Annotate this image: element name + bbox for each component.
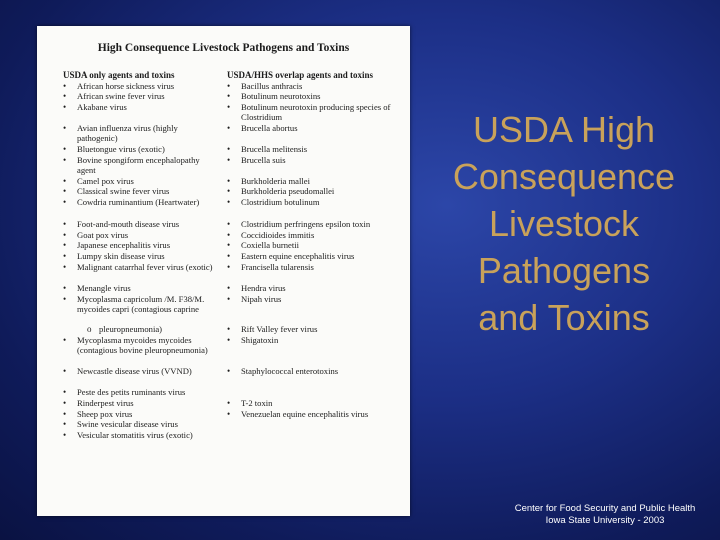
slide-title-line: USDA High <box>472 109 656 150</box>
list-item: • Rinderpest virus <box>63 399 213 409</box>
list-item: • Brucella melitensis <box>227 145 395 155</box>
list-item: • Botulinum neurotoxin producing species of Clostridium <box>227 103 395 122</box>
list-item: • Francisella tularensis <box>227 263 395 273</box>
list-item: • African horse sickness virus <box>63 82 213 92</box>
list-item: • Camel pox virus <box>63 177 213 187</box>
list-item: • Clostridium botulinum <box>227 198 395 208</box>
list-item: • Foot-and-mouth disease virus <box>63 220 213 230</box>
list-item: • African swine fever virus <box>63 92 213 102</box>
list-item: • T-2 toxin <box>227 399 395 409</box>
document-title: High Consequence Livestock Pathogens and Toxins <box>97 42 350 54</box>
list-item: • Staphylococcal enterotoxins <box>227 367 395 377</box>
slide-title-line: Consequence <box>452 156 676 197</box>
footer <box>490 503 720 527</box>
list-item: • Brucella abortus <box>227 124 395 134</box>
slide-title-line: and Toxins <box>478 297 650 338</box>
slide-title-line: Pathogens <box>477 250 651 291</box>
usda-hhs-overlap-column <box>227 70 395 419</box>
list-item: • Brucella suis <box>227 156 395 166</box>
footer-line: Iowa State University - 2003 <box>545 515 665 526</box>
list-item: • Malignant catarrhal fever virus (exotic) <box>63 263 213 273</box>
list-item: • Avian influenza virus (highly pathogenic) <box>63 124 213 143</box>
sub-list-item: o pleuropneumonia) <box>63 325 213 335</box>
list-item: • Sheep pox virus <box>63 410 213 420</box>
list-item: • Burkholderia mallei <box>227 177 395 187</box>
list-item: • Bluetongue virus (exotic) <box>63 145 213 155</box>
list-item: • Bacillus anthracis <box>227 82 395 92</box>
list-item: • Bovine spongiform encephalopathy agent <box>63 156 213 175</box>
slide-title <box>414 106 714 341</box>
list-item: • Classical swine fever virus <box>63 187 213 197</box>
usda-only-heading: USDA only agents and toxins <box>63 70 175 80</box>
list-item: • Coccidioides immitis <box>227 231 395 241</box>
list-item: • Burkholderia pseudomallei <box>227 187 395 197</box>
list-item: • Shigatoxin <box>227 336 395 346</box>
list-item: • Newcastle disease virus (VVND) <box>63 367 213 377</box>
list-item: • Lumpy skin disease virus <box>63 252 213 262</box>
list-item: • Venezuelan equine encephalitis virus <box>227 410 395 420</box>
document-image <box>37 26 410 516</box>
usda-hhs-heading: USDA/HHS overlap agents and toxins <box>227 70 374 80</box>
list-item: • Akabane virus <box>63 103 213 113</box>
list-item: • Menangle virus <box>63 284 213 294</box>
list-item: • Clostridium perfringens epsilon toxin <box>227 220 395 230</box>
list-item: • Cowdria ruminantium (Heartwater) <box>63 198 213 208</box>
list-item: • Swine vesicular disease virus <box>63 420 213 430</box>
list-item: • Peste des petits ruminants virus <box>63 388 213 398</box>
list-item: • Mycoplasma mycoides mycoides (contagious bovine pleuropneumonia) <box>63 336 213 355</box>
list-item: • Goat pox virus <box>63 231 213 241</box>
usda-only-column <box>63 70 213 440</box>
list-item: • Rift Valley fever virus <box>227 325 395 335</box>
slide-title-line: Livestock <box>488 203 640 244</box>
footer-line: Center for Food Security and Public Health <box>514 503 696 514</box>
list-item: • Mycoplasma capricolum /M. F38/M. mycoides capri (contagious caprine <box>63 295 213 314</box>
list-item: • Hendra virus <box>227 284 395 294</box>
list-item: • Nipah virus <box>227 295 395 305</box>
list-item: • Eastern equine encephalitis virus <box>227 252 395 262</box>
list-item: • Vesicular stomatitis virus (exotic) <box>63 431 213 441</box>
list-item: • Coxiella burnetii <box>227 241 395 251</box>
list-item: • Botulinum neurotoxins <box>227 92 395 102</box>
list-item: • Japanese encephalitis virus <box>63 241 213 251</box>
